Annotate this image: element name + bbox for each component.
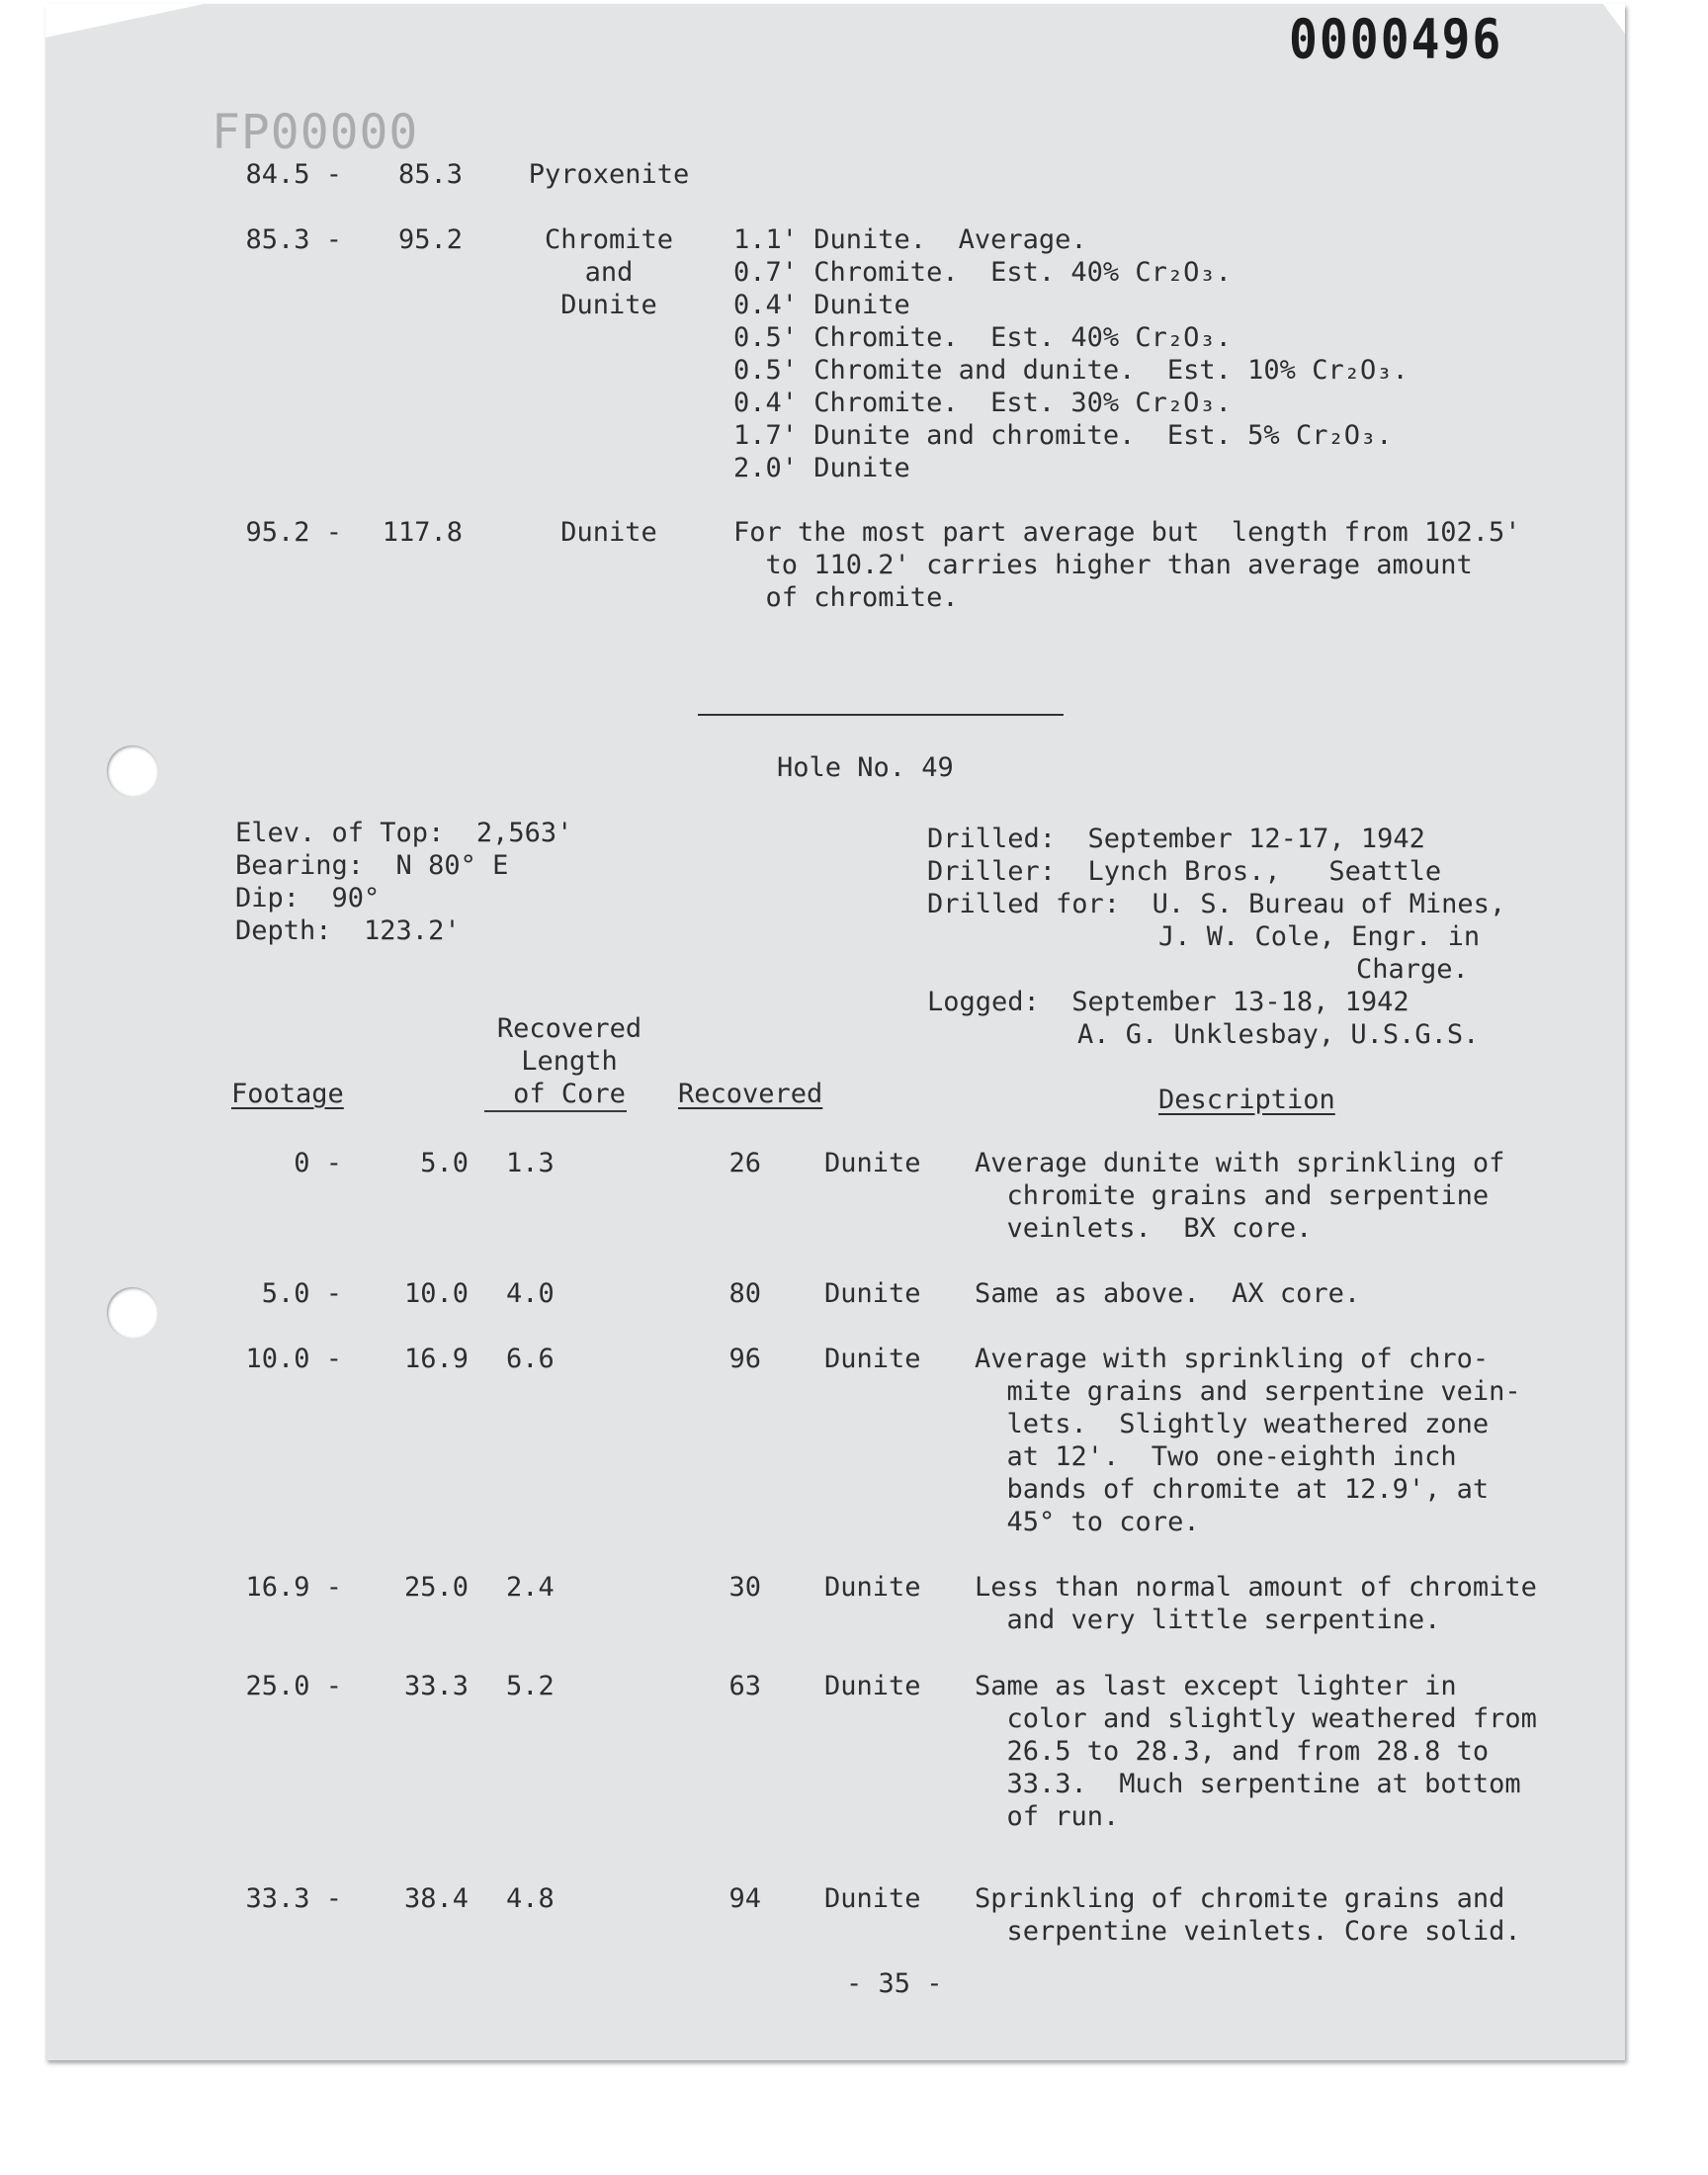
logged-date: Logged: September 13-18, 1942 [927, 987, 1409, 1017]
row-description-line: at 12'. Two one-eighth inch [975, 1441, 1457, 1472]
row-description-line: lets. Slightly weathered zone [975, 1409, 1490, 1439]
row-description-line: 45° to core. [975, 1507, 1200, 1537]
row-description-line: color and slightly weathered from [975, 1703, 1537, 1734]
hole-title: Hole No. 49 [777, 752, 954, 783]
row-recovered-percent: 80 [728, 1278, 761, 1309]
interval-detail-line: 0.5' Chromite and dunite. Est. 10% Cr₂O₃. [733, 355, 1409, 386]
row-core-length: 5.2 [506, 1671, 555, 1701]
header-underline-length [484, 1110, 627, 1112]
interval-rock: Dunite [560, 517, 657, 548]
interval-detail-line: 1.1' Dunite. Average. [733, 224, 1087, 255]
row-core-length: 6.6 [506, 1344, 555, 1374]
page-number: - 35 - [846, 1968, 943, 1999]
document-page [45, 4, 1625, 2060]
row-core-length: 4.0 [506, 1278, 555, 1309]
row-description-line: bands of chromite at 12.9', at [975, 1474, 1490, 1505]
row-footage-from: 5.0 - [261, 1278, 342, 1309]
interval-detail-line: to 110.2' carries higher than average amount [733, 550, 1473, 580]
drilled-for: Drilled for: U. S. Bureau of Mines, [927, 889, 1506, 919]
drilled-date: Drilled: September 12-17, 1942 [927, 824, 1425, 854]
row-footage-to: 33.3 [403, 1671, 469, 1701]
interval-detail-line: 0.4' Dunite [733, 290, 910, 320]
interval-from: 84.5 - [245, 159, 342, 190]
row-description-line: 26.5 to 28.3, and from 28.8 to [975, 1736, 1490, 1767]
header-recovered: Recovered [678, 1079, 823, 1109]
interval-rock: Pyroxenite [528, 159, 690, 190]
row-footage-from: 0 - [294, 1148, 342, 1178]
drilled-for-engineer: J. W. Cole, Engr. in [1158, 921, 1481, 952]
interval-to: 117.8 [382, 517, 463, 548]
header-recovered-length-1: Recovered [496, 1013, 642, 1044]
interval-to: 85.3 [397, 159, 463, 190]
row-description-line: Average with sprinkling of chro- [975, 1344, 1490, 1374]
faint-stamp: FP00000 [212, 105, 419, 160]
punch-hole-upper [107, 745, 158, 797]
row-rock-type: Dunite [824, 1278, 921, 1309]
row-description-line: Same as above. AX core. [975, 1278, 1361, 1309]
interval-detail-line: 0.7' Chromite. Est. 40% Cr₂O₃. [733, 257, 1232, 288]
punch-hole-lower [107, 1287, 158, 1339]
row-footage-to: 16.9 [403, 1344, 469, 1374]
interval-detail-line: For the most part average but length from 102.5' [733, 517, 1521, 548]
row-rock-type: Dunite [824, 1344, 921, 1374]
driller: Driller: Lynch Bros., Seattle [927, 856, 1442, 887]
section-divider [698, 714, 1064, 716]
elevation-of-top: Elev. of Top: 2,563' [235, 818, 573, 848]
row-recovered-percent: 96 [728, 1344, 761, 1374]
interval-to: 95.2 [397, 224, 463, 255]
row-rock-type: Dunite [824, 1883, 921, 1914]
depth: Depth: 123.2' [235, 915, 461, 946]
drilled-for-charge: Charge. [1356, 954, 1469, 985]
row-footage-from: 10.0 - [245, 1344, 342, 1374]
interval-detail-line: 2.0' Dunite [733, 453, 910, 483]
row-core-length: 1.3 [506, 1148, 555, 1178]
header-description: Description [1158, 1085, 1335, 1115]
interval-from: 95.2 - [245, 517, 342, 548]
row-core-length: 2.4 [506, 1572, 555, 1603]
row-recovered-percent: 63 [728, 1671, 761, 1701]
interval-detail-line: of chromite. [733, 582, 959, 613]
row-rock-type: Dunite [824, 1671, 921, 1701]
header-footage: Footage [231, 1079, 344, 1109]
folded-corner [45, 4, 204, 38]
row-description-line: Less than normal amount of chromite [975, 1572, 1537, 1603]
interval-detail-line: 1.7' Dunite and chromite. Est. 5% Cr₂O₃. [733, 420, 1393, 451]
row-description-line: mite grains and serpentine vein- [975, 1376, 1521, 1407]
row-recovered-percent: 26 [728, 1148, 761, 1178]
row-description-line: 33.3. Much serpentine at bottom [975, 1769, 1521, 1799]
logged-by: A. G. Unklesbay, U.S.G.S. [1077, 1019, 1480, 1050]
row-footage-from: 33.3 - [245, 1883, 342, 1914]
row-core-length: 4.8 [506, 1883, 555, 1914]
interval-detail-line: 0.5' Chromite. Est. 40% Cr₂O₃. [733, 322, 1232, 353]
row-footage-from: 25.0 - [245, 1671, 342, 1701]
row-footage-to: 38.4 [403, 1883, 469, 1914]
row-description-line: chromite grains and serpentine [975, 1180, 1490, 1211]
header-recovered-length-3: of Core [513, 1079, 626, 1109]
row-recovered-percent: 94 [728, 1883, 761, 1914]
interval-detail-line: 0.4' Chromite. Est. 30% Cr₂O₃. [733, 388, 1232, 418]
row-description-line: Average dunite with sprinkling of [975, 1148, 1505, 1178]
row-footage-to: 25.0 [403, 1572, 469, 1603]
document-stamp-number: 0000496 [1289, 7, 1503, 72]
row-description-line: of run. [975, 1801, 1120, 1832]
row-description-line: Same as last except lighter in [975, 1671, 1457, 1701]
bearing: Bearing: N 80° E [235, 850, 509, 881]
interval-rock: Chromite and Dunite [544, 224, 674, 320]
dip: Dip: 90° [235, 883, 381, 914]
folded-corner-right [1603, 4, 1625, 34]
interval-from: 85.3 - [245, 224, 342, 255]
row-rock-type: Dunite [824, 1148, 921, 1178]
row-description-line: serpentine veinlets. Core solid. [975, 1916, 1521, 1947]
row-description-line: Sprinkling of chromite grains and [975, 1883, 1505, 1914]
row-description-line: and very little serpentine. [975, 1605, 1441, 1635]
row-recovered-percent: 30 [728, 1572, 761, 1603]
row-footage-from: 16.9 - [245, 1572, 342, 1603]
row-rock-type: Dunite [824, 1572, 921, 1603]
row-description-line: veinlets. BX core. [975, 1213, 1313, 1244]
row-footage-to: 5.0 [420, 1148, 469, 1178]
header-recovered-length-2: Length [521, 1046, 618, 1077]
row-footage-to: 10.0 [403, 1278, 469, 1309]
